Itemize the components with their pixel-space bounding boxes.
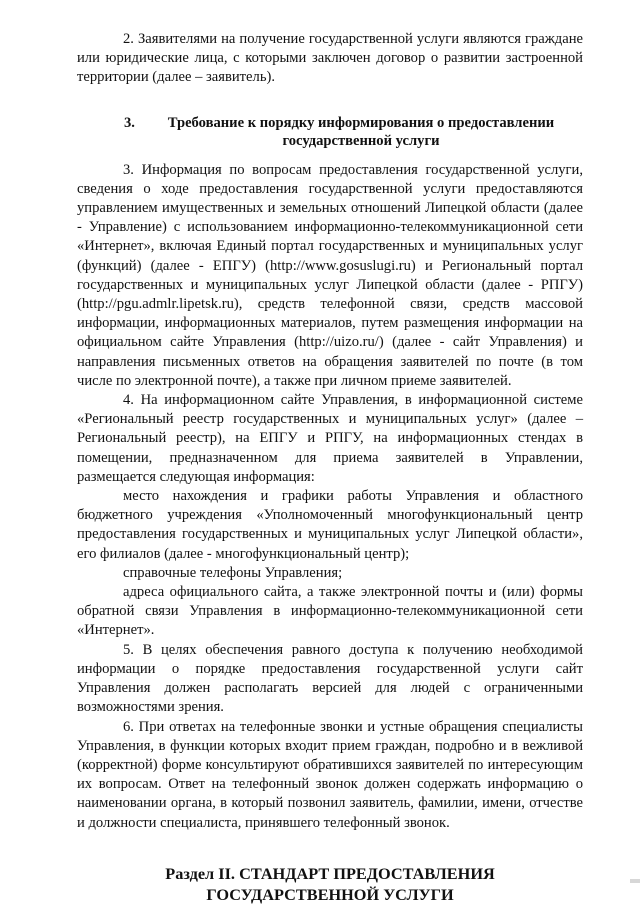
paragraph-4-item-1: место нахождения и графики работы Управления и областного бюджетного учреждения «Уполномоченный многофункциональный центр предоставления государственных и муниципальных услуг Липецкой области», его филиалов (далее - многофункциональный центр); <box>77 488 583 562</box>
paragraph-5: 5. В целях обеспечения равного доступа к получению необходимой информации о порядке предоставления государственной услуги сайт Управления должен располагать версией для людей с ограниченными возможностями зрения. <box>77 641 583 716</box>
page-edge-mark <box>630 879 640 883</box>
heading-3-text: Требование к порядку информирования о предоставлении государственной услуги <box>167 114 555 150</box>
paragraph-4-item-3: адреса официального сайта, а также электронной почты и (или) формы обратной связи Управления в информационно-телекоммуникационной сети «Интернет». <box>77 584 583 639</box>
document-page <box>77 30 583 905</box>
paragraph-4-item-2: справочные телефоны Управления; <box>123 564 343 581</box>
paragraph-6: 6. При ответах на телефонные звонки и устные обращения специалисты Управления, в функции которых входит прием граждан, подробно и в вежливой (корректной) форме консультируют обратившихся заявителей по интересующим их вопросам. Ответ на телефонный звонок должен содержать информацию о наименовании органа, в который позвонил заявитель, фамилии, имени, отчестве и должности специалиста, принявшего телефонный звонок. <box>77 718 583 831</box>
paragraph-4: 4. На информационном сайте Управления, в информационной системе «Региональный реестр государственных и муниципальных услуг» (далее – Региональный реестр), на ЕПГУ и РПГУ, на информационных стендах в помещении, предназначенном для приема заявителей в Управлении, размещается следующая информация: <box>77 392 583 485</box>
section-title: Раздел II. СТАНДАРТ ПРЕДОСТАВЛЕНИЯ ГОСУДАРСТВЕННОЙ УСЛУГИ <box>165 863 495 904</box>
heading-3 <box>77 114 583 151</box>
paragraph-3: 3. Информация по вопросам предоставления государственной услуги, сведения о ходе предоставления государственной услуги предоставляются управлением имущественных и земельных отношений Липецкой области (далее - Управление) с использованием информационно-телекоммуникационной сети «Интернет», включая Единый портал государственных и муниципальных услуг (функций) (далее - ЕПГУ) (http://www.gosuslugi.ru) и Региональный портал государственных и муниципальных услуг Липецкой области (далее - РПГУ) (http://pgu.admlr.lipetsk.ru), средств телефонной связи, средств массовой информации, информационных материалов, путем размещения информации на официальном сайте Управления (http://uizo.ru/) (далее - сайт Управления) и направления письменных ответов на обращения заявителей по почте (в том числе по электронной почте), а также при личном приеме заявителей. <box>77 161 583 389</box>
paragraph-2: 2. Заявителями на получение государственной услуги являются граждане или юридические лица, с которыми заключен договор о развитии застроенной территории (далее – заявитель). <box>77 31 583 86</box>
heading-3-number: 3. <box>124 114 135 131</box>
